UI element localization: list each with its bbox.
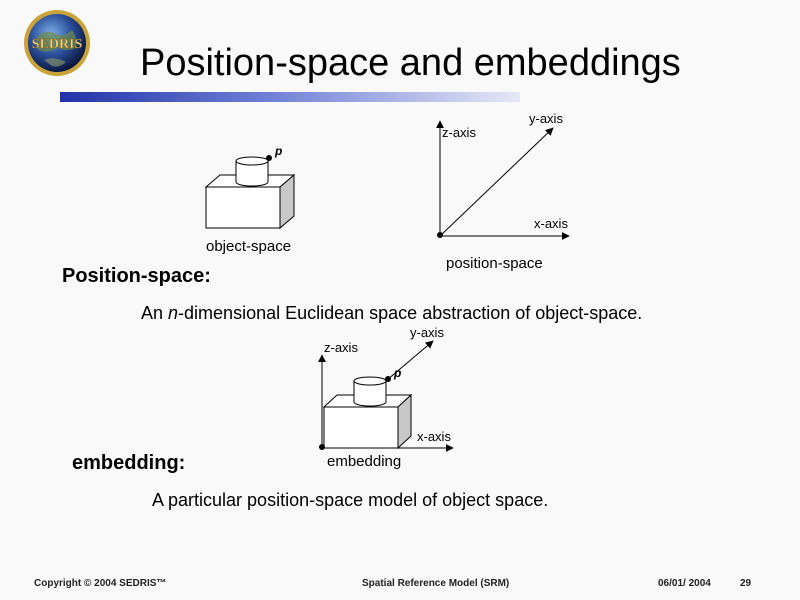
embedding-diagram	[319, 325, 453, 470]
desc-pre: An	[141, 303, 169, 323]
desc-post: -dimensional Euclidean space abstraction of object-space.	[178, 303, 643, 323]
embedding-point-p	[385, 376, 391, 382]
cylinder	[236, 157, 268, 186]
z-axis-label: z-axis	[442, 125, 476, 140]
y-axis-label: y-axis	[529, 111, 563, 126]
embedding-y-axis-label: y-axis	[410, 325, 444, 340]
object-space-caption: object-space	[206, 238, 292, 255]
object-space-diagram	[206, 144, 294, 255]
position-space-description	[141, 303, 642, 324]
embedding-origin	[319, 444, 325, 450]
logo-text: SEDRIS	[31, 37, 83, 52]
point-p-label: p	[275, 144, 283, 158]
position-space-caption: position-space	[446, 255, 543, 272]
origin-point	[437, 232, 443, 238]
embedding-x-axis-label: x-axis	[417, 429, 451, 444]
embedding-caption: embedding	[327, 453, 402, 470]
x-axis-label: x-axis	[534, 216, 568, 231]
embedding-z-axis-label: z-axis	[324, 340, 358, 355]
embedding-cylinder	[354, 377, 386, 406]
embedding-description: A particular position-space model of object space.	[152, 490, 549, 510]
slide-title: Position-space and embeddings	[140, 42, 681, 84]
position-space-heading: Position-space:	[62, 265, 211, 287]
point-p	[266, 155, 272, 161]
desc-italic-n: n	[168, 303, 179, 323]
embedding-point-p-label: p	[394, 366, 402, 380]
footer-copyright: Copyright © 2004 SEDRIS™	[34, 578, 167, 589]
footer-title: Spatial Reference Model (SRM)	[362, 578, 510, 589]
embedding-heading: embedding:	[72, 452, 186, 474]
footer-page-number: 29	[740, 578, 752, 589]
position-space-diagram	[437, 111, 569, 272]
footer-date: 06/01/ 2004	[658, 578, 711, 589]
